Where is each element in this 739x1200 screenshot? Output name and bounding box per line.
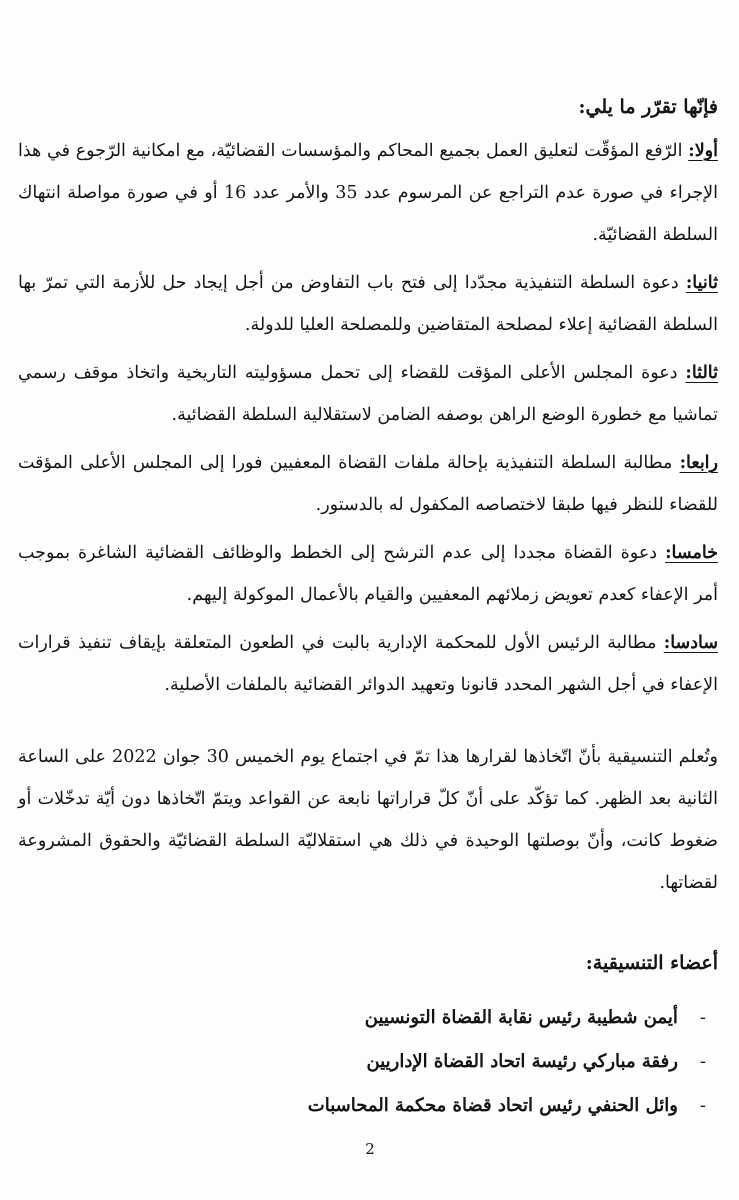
decision-item-4 [18,442,718,526]
decision-text-6: مطالبة الرئيس الأول للمحكمة الإدارية بالبت في الطعون المتعلقة بإيقاف تنفيذ قرارات الإعفاء في أجل الشهر المحدد قانونا وتعهيد الدوائر القضائية بالملفات الأصلية. [18,633,718,695]
decision-item-3 [18,352,718,436]
decision-item-1 [18,130,718,256]
decision-text-2: دعوة السلطة التنفيذية مجدّدا إلى فتح باب التفاوض من أجل إيجاد حل للأزمة التي تمرّ بها السلطة القضائية إعلاء لمصلحة المتقاضين وللمصلحة العليا للدولة. [18,273,718,335]
member-name: رفقة مباركي رئيسة اتحاد القضاة الإداريين [366,1051,678,1072]
member-item [18,1040,706,1084]
decision-label-4: رابعا: [679,453,718,473]
decision-label-2: ثانيا: [685,273,718,293]
member-item [18,996,706,1040]
member-name: وائل الحنفي رئيس اتحاد قضاة محكمة المحاسبات [307,1095,678,1116]
document-page [18,90,718,1128]
decision-label-3: ثالثا: [685,363,718,383]
decision-item-6 [18,622,718,706]
dash-bullet: - [699,1095,706,1116]
decision-item-2 [18,262,718,346]
decision-text-3: دعوة المجلس الأعلى المؤقت للقضاء إلى تحمل مسؤوليته التاريخية واتخاذ موقف رسمي تماشيا مع خطورة الوضع الراهن بوصفه الضامن لاستقلالية السلطة القضائية. [18,363,718,425]
members-title: أعضاء التنسيقية: [585,952,718,974]
members-list [18,996,718,1128]
closing-paragraph: وتُعلم التنسيقية بأنّ اتّخاذها لقرارها هذا تمّ في اجتماع يوم الخميس 30 جوان 2022 على الساعة الثانية بعد الظهر. كما تؤكّد على أنّ كلّ قراراتها نابعة عن القواعد ويتمّ اتّخاذها دون أيّة تدخّلات أو ضغوط كانت، وأنّ بوصلتها الوحيدة في ذلك هي استقلاليّة السلطة القضائيّة والحقوق المشروعة لقضاتها. [18,747,718,893]
decision-text-1: الرّفع المؤقّت لتعليق العمل بجميع المحاكم والمؤسسات القضائيّة، مع امكانية الرّجوع في هذا الإجراء في صورة عدم التراجع عن المرسوم عدد 35 والأمر عدد 16 أو في صورة مواصلة انتهاك السلطة القضائيّة. [18,141,718,245]
decision-text-5: دعوة القضاة مجددا إلى عدم الترشح إلى الخطط والوظائف القضائية الشاغرة بموجب أمر الإعفاء كعدم تعويض زملائهم المعفيين والقيام بالأعمال الموكولة إليهم. [18,543,718,605]
member-item [18,1084,706,1128]
decision-label-5: خامسا: [665,543,718,563]
page-number: 2 [365,1140,375,1158]
decision-label-6: سادسا: [663,633,718,653]
decisions-heading: فإنّها تقرّر ما يلي: [578,96,718,118]
member-name: أيمن شطيبة رئيس نقابة القضاة التونسيين [364,1007,678,1028]
decision-label-1: أولا: [688,141,718,161]
dash-bullet: - [699,1007,706,1028]
decision-text-4: مطالبة السلطة التنفيذية بإحالة ملفات القضاة المعفيين فورا إلى المجلس الأعلى المؤقت للقضاء للنظر فيها طبقا لاختصاصه المكفول له بالدستور. [18,453,718,515]
dash-bullet: - [699,1051,706,1072]
decision-item-5 [18,532,718,616]
